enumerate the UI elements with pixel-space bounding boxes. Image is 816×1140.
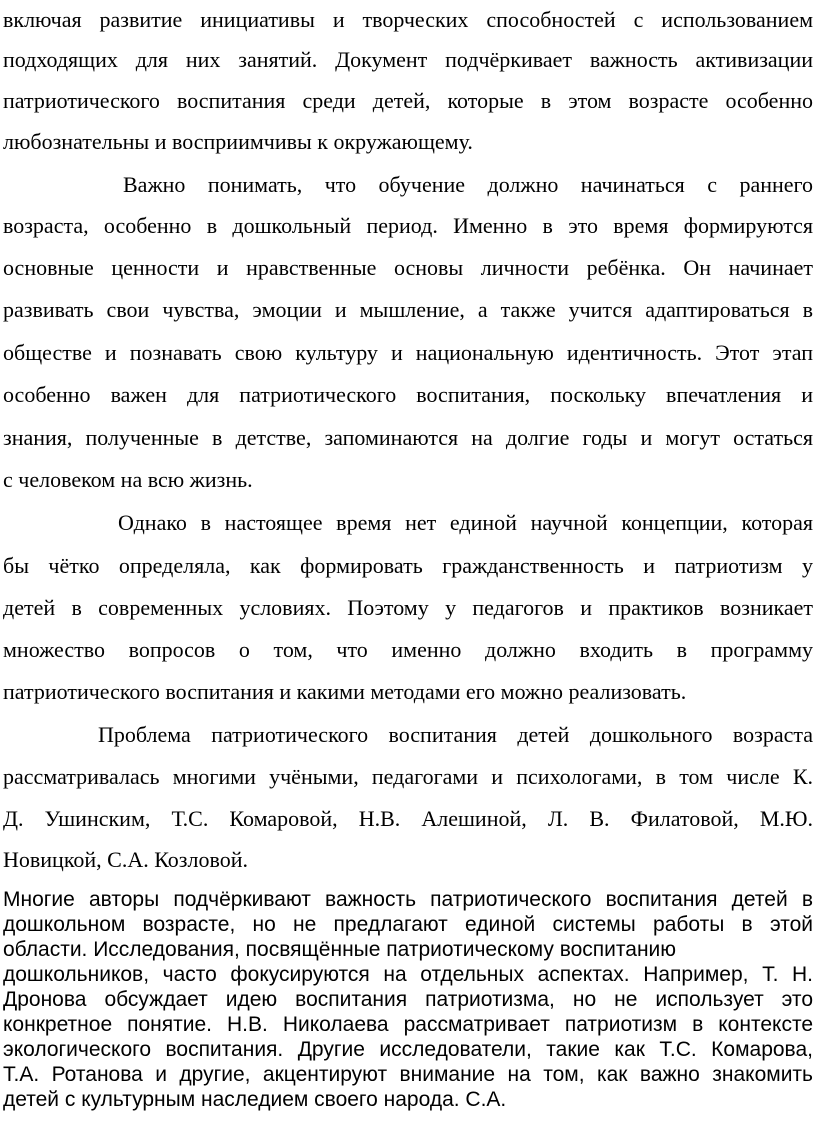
text-line: конкретное понятие. Н.В. Николаева рассматривает патриотизм в контексте (3, 1013, 813, 1036)
text-line: бы чётко определяла, как формировать гражданственность и патриотизм у (3, 553, 813, 578)
text-line: дошкольников, часто фокусируются на отдельных аспектах. Например, Т. Н. (3, 963, 813, 986)
text-line: включая развитие инициативы и творческих способностей с использованием (3, 7, 813, 32)
text-line: обществе и познавать свою культуру и национальную идентичность. Этот этап (3, 340, 813, 365)
text-line: патриотического воспитания среди детей, которые в этом возрасте особенно (3, 88, 813, 113)
text-line: области. Исследования, посвящённые патриотическому воспитанию (3, 938, 677, 961)
text-line: экологического воспитания. Другие исследователи, такие как Т.С. Комарова, (3, 1038, 813, 1061)
text-line: Дронова обсуждает идею воспитания патриотизма, но не использует это (3, 988, 813, 1011)
text-line: множество вопросов о том, что именно должно входить в программу (3, 637, 813, 662)
text-line: Новицкой, С.А. Козловой. (3, 847, 248, 872)
text-line: патриотического воспитания и какими методами его можно реализовать. (3, 679, 687, 704)
text-line: Проблема патриотического воспитания детей дошкольного возраста (98, 722, 813, 747)
text-line: Однако в настоящее время нет единой научной концепции, которая (118, 510, 813, 535)
text-line: любознательны и восприимчивы к окружающему. (3, 129, 473, 154)
text-line: подходящих для них занятий. Документ подчёркивает важность активизации (3, 47, 813, 72)
text-line: Т.А. Ротанова и другие, акцентируют внимание на том, как важно знакомить (3, 1063, 813, 1086)
text-line: детей с культурным наследием своего народа. С.А. (3, 1088, 507, 1111)
text-line: дошкольном возрасте, но не предлагают единой системы работы в этой (3, 913, 813, 936)
text-line: Важно понимать, что обучение должно начинаться с раннего (123, 172, 813, 197)
text-line: возраста, особенно в дошкольный период. Именно в это время формируются (3, 213, 813, 238)
text-line: Д. Ушинским, Т.С. Комаровой, Н.В. Алешиной, Л. В. Филатовой, М.Ю. (3, 806, 813, 831)
text-line: рассматривалась многими учёными, педагогами и психологами, в том числе К. (3, 764, 813, 789)
text-line: с человеком на всю жизнь. (3, 467, 253, 492)
text-line: Многие авторы подчёркивают важность патриотического воспитания детей в (3, 888, 813, 911)
text-line: основные ценности и нравственные основы личности ребёнка. Он начинает (3, 255, 813, 280)
text-line: детей в современных условиях. Поэтому у педагогов и практиков возникает (3, 595, 813, 620)
text-line: развивать свои чувства, эмоции и мышление, а также учится адаптироваться в (3, 297, 813, 322)
text-line: особенно важен для патриотического воспитания, поскольку впечатления и (3, 382, 813, 407)
text-line: знания, полученные в детстве, запоминаются на долгие годы и могут остаться (3, 425, 813, 450)
